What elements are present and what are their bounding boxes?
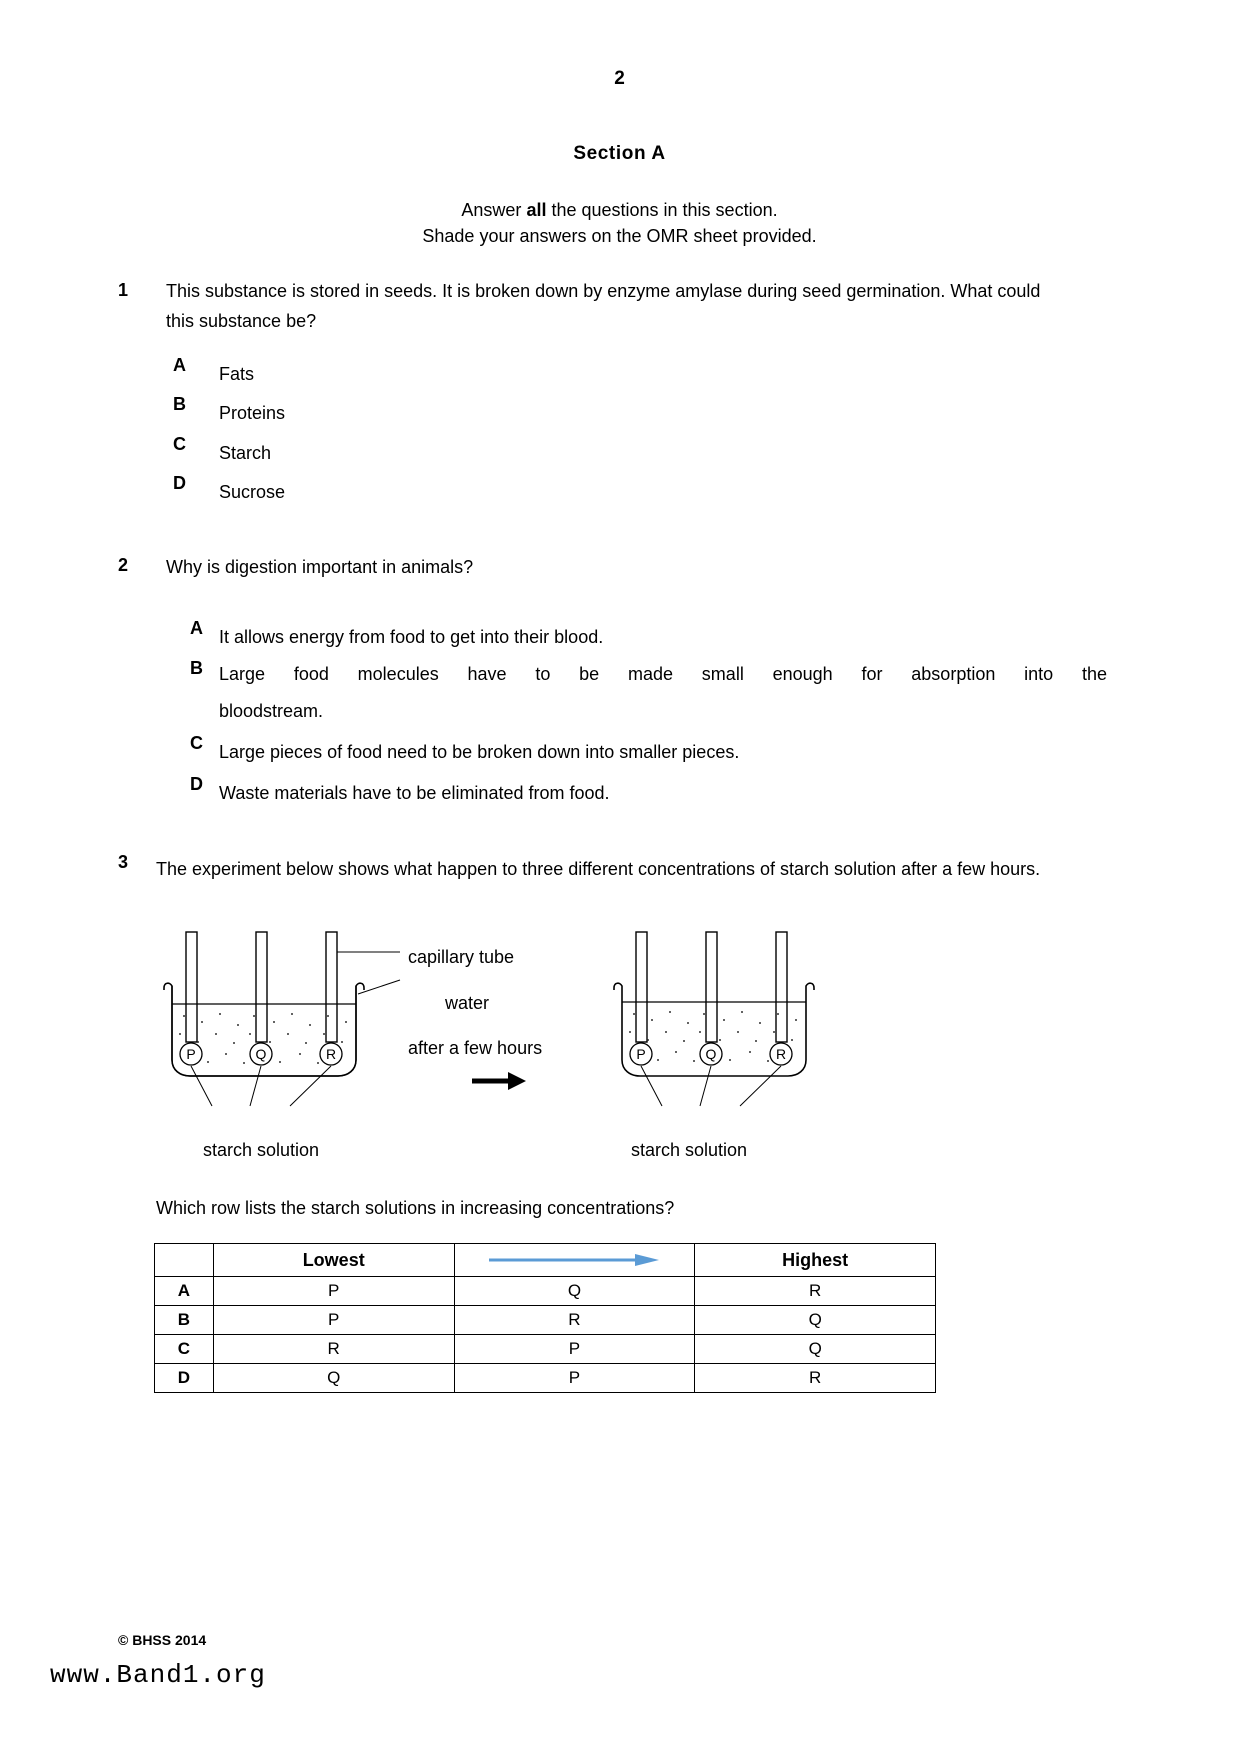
- question-1-option-b-letter: B: [173, 394, 186, 414]
- table-row[interactable]: [155, 1364, 936, 1393]
- table-row[interactable]: [155, 1277, 936, 1306]
- instruction-emphasis: all: [526, 200, 547, 220]
- row-c-col3: Q: [695, 1335, 936, 1364]
- label-capillary-tube: capillary tube: [408, 947, 515, 967]
- answer-table: [154, 1243, 936, 1393]
- row-a-col1: P: [213, 1277, 454, 1306]
- answer-table-wrapper: [154, 1243, 936, 1393]
- label-starch-solution-left: starch solution: [203, 1140, 320, 1160]
- instruction-line-1: [0, 197, 1239, 223]
- question-1-option-a-letter: A: [173, 355, 186, 375]
- question-2-option-a-text[interactable]: It allows energy from food to get into their blood.: [219, 627, 604, 647]
- row-b-col1: P: [213, 1306, 454, 1335]
- row-d-col2: P: [454, 1364, 695, 1393]
- question-2-option-c-letter: C: [190, 733, 203, 753]
- label-water: water: [445, 993, 490, 1013]
- question-1-option-b-text[interactable]: Proteins: [219, 403, 286, 423]
- header-blank: [155, 1244, 214, 1277]
- experiment-diagram-after: [600, 930, 1239, 1120]
- question-1-option-c-text[interactable]: Starch: [219, 443, 272, 463]
- question-3-text: The experiment below shows what happen to three different concentrations of starch solution after a few hours.: [156, 859, 1041, 879]
- header-lowest: Lowest: [213, 1244, 454, 1277]
- header-highest: Highest: [695, 1244, 936, 1277]
- row-a-col2: Q: [454, 1277, 695, 1306]
- table-row[interactable]: [155, 1306, 936, 1335]
- row-b-col2: R: [454, 1306, 695, 1335]
- question-2-option-c-text[interactable]: Large pieces of food need to be broken down into smaller pieces.: [219, 742, 740, 762]
- question-2-option-b-text[interactable]: Large food molecules have to be made small enough for absorption into the: [219, 664, 1107, 684]
- svg-text:P: P: [636, 1046, 646, 1062]
- question-2-option-a-letter: A: [190, 618, 203, 638]
- question-1-text: This substance is stored in seeds. It is broken down by enzyme amylase during seed germination. What could this substance be?: [166, 281, 1041, 331]
- row-a-letter: A: [155, 1277, 214, 1306]
- table-header-row: [155, 1244, 936, 1277]
- question-2-option-b-letter: B: [190, 658, 203, 678]
- instruction-suffix: the questions in this section.: [546, 200, 778, 220]
- instruction-prefix: Answer: [461, 200, 527, 220]
- row-c-col2: P: [454, 1335, 695, 1364]
- question-1-option-a-text[interactable]: Fats: [219, 364, 255, 384]
- row-a-col3: R: [695, 1277, 936, 1306]
- instruction-line-2: Shade your answers on the OMR sheet provided.: [422, 226, 817, 246]
- svg-text:P: P: [186, 1046, 196, 1062]
- table-row[interactable]: [155, 1335, 936, 1364]
- question-2-option-b-text-continued[interactable]: bloodstream.: [219, 701, 324, 721]
- question-3-subtext: Which row lists the starch solutions in increasing concentrations?: [156, 1198, 675, 1218]
- row-b-letter: B: [155, 1306, 214, 1335]
- row-c-col1: R: [213, 1335, 454, 1364]
- question-2-option-d-text[interactable]: Waste materials have to be eliminated from food.: [219, 783, 610, 803]
- transition-arrow: [470, 1068, 530, 1099]
- row-b-col3: Q: [695, 1306, 936, 1335]
- question-3-number: 3: [118, 852, 129, 872]
- svg-text:R: R: [325, 1046, 337, 1062]
- row-d-col3: R: [695, 1364, 936, 1393]
- question-2-text: Why is digestion important in animals?: [166, 557, 474, 577]
- question-2-option-d-letter: D: [190, 774, 203, 794]
- page-number: 2: [614, 68, 625, 89]
- header-arrow-cell: [454, 1244, 695, 1277]
- row-d-col1: Q: [213, 1364, 454, 1393]
- question-2-number: 2: [118, 555, 129, 575]
- beaker-after-svg: [600, 930, 850, 1120]
- question-1-number: 1: [118, 280, 129, 300]
- increasing-arrow-icon: [487, 1253, 662, 1267]
- section-title: Section A: [573, 143, 666, 164]
- svg-text:R: R: [775, 1046, 787, 1062]
- footer-copyright: © BHSS 2014: [118, 1632, 207, 1648]
- question-1-option-d-letter: D: [173, 473, 186, 493]
- footer-url: www.Band1.org: [50, 1660, 266, 1690]
- svg-text:Q: Q: [705, 1046, 717, 1062]
- question-1-option-c-letter: C: [173, 434, 186, 454]
- label-after-a-few-hours: after a few hours: [408, 1038, 543, 1058]
- question-1-option-d-text[interactable]: Sucrose: [219, 482, 286, 502]
- section-instructions: [0, 197, 1239, 249]
- svg-text:Q: Q: [255, 1046, 267, 1062]
- row-d-letter: D: [155, 1364, 214, 1393]
- row-c-letter: C: [155, 1335, 214, 1364]
- label-starch-solution-right: starch solution: [631, 1140, 748, 1160]
